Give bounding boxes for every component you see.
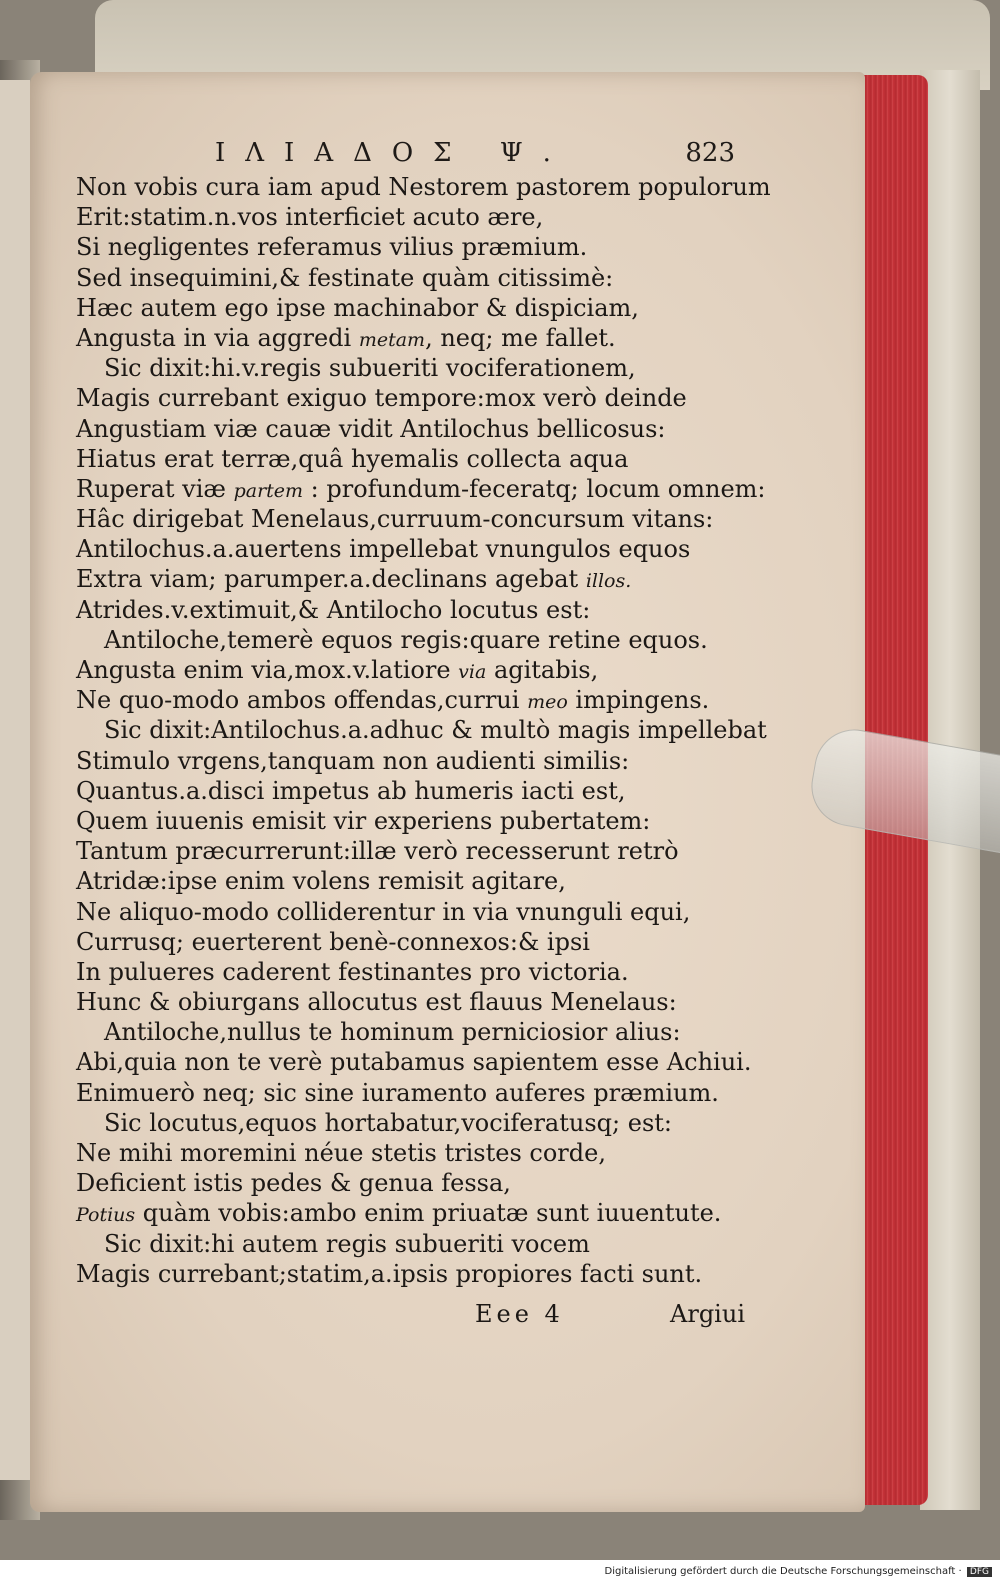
verse-line bbox=[76, 172, 776, 202]
verse-line bbox=[76, 504, 776, 534]
verse-line-text: Stimulo vrgens,tanquam non audienti similis: bbox=[76, 746, 630, 775]
verse-line-text: : profundum-feceratq; locum omnem: bbox=[303, 474, 766, 503]
verse-line-text: Currusq; euerterent benè-connexos:& ipsi bbox=[76, 927, 590, 956]
verse-line-text: Extra viam; parumper.a.declinans agebat bbox=[76, 565, 586, 594]
page-footer bbox=[475, 1300, 745, 1340]
verse-line bbox=[76, 625, 776, 655]
verse-line bbox=[76, 866, 776, 896]
verse-line-text: Erit:statim.n.vos interficiet acuto ære, bbox=[76, 203, 544, 232]
verse-line bbox=[76, 1168, 776, 1198]
verse-line bbox=[76, 1198, 776, 1228]
verse-line bbox=[76, 715, 776, 745]
verse-line-text: Magis currebant exiguo tempore:mox verò deinde bbox=[76, 384, 687, 413]
verse-line bbox=[76, 776, 776, 806]
dfg-logo-icon: DFG bbox=[967, 1567, 992, 1577]
verse-line bbox=[76, 1138, 776, 1168]
verse-line bbox=[76, 595, 776, 625]
verse-line bbox=[76, 1017, 776, 1047]
verse-line bbox=[76, 323, 776, 353]
digitization-credit bbox=[605, 1566, 992, 1577]
verse-line bbox=[76, 353, 776, 383]
signature-mark: Eee 4 bbox=[475, 1300, 564, 1328]
verse-line-text: In pulueres caderent festinantes pro victoria. bbox=[76, 957, 629, 986]
verse-line bbox=[76, 474, 776, 504]
verse-line-text: Angusta in via aggredi bbox=[76, 323, 359, 352]
verse-line-text: Non vobis cura iam apud Nestorem pastorem populorum bbox=[76, 173, 771, 201]
verse-line-text: Sed insequimini,& festinate quàm citissimè: bbox=[76, 263, 614, 292]
verse-line-text: quàm vobis:ambo enim priuatæ sunt iuuentute. bbox=[135, 1199, 722, 1228]
verse-line-text: Quantus.a.disci impetus ab humeris iacti est, bbox=[76, 776, 626, 805]
verse-line-text: impingens. bbox=[567, 686, 710, 715]
italic-gloss: metam bbox=[358, 328, 426, 351]
verse-line-text: Antiloche,nullus te hominum perniciosior alius: bbox=[104, 1018, 681, 1047]
verse-line bbox=[76, 232, 776, 262]
running-title: ΙΛΙΑΔΟΣ Ψ. bbox=[215, 138, 571, 168]
verse-line bbox=[76, 1078, 776, 1108]
verse-line bbox=[76, 655, 776, 685]
verse-line-text: Tantum præcurrerunt:illæ verò recesserunt retrò bbox=[76, 837, 679, 866]
verse-line bbox=[76, 1259, 776, 1289]
verse-line bbox=[76, 1229, 776, 1259]
verse-line bbox=[76, 263, 776, 293]
verse-line-text: Antiloche,temerè equos regis:quare retine equos. bbox=[104, 625, 708, 654]
verse-line bbox=[76, 444, 776, 474]
verse-line-text: Angusta enim via,mox.v.latiore bbox=[76, 656, 459, 684]
verse-line-text: Magis currebant;statim,a.ipsis propiores facti sunt. bbox=[76, 1259, 703, 1288]
verse-line bbox=[76, 957, 776, 987]
italic-gloss: partem bbox=[233, 479, 304, 502]
verse-line-text: Ruperat viæ bbox=[76, 474, 234, 503]
verse-line bbox=[76, 564, 776, 594]
verse-line-text: Ne quo-modo ambos offendas,currui bbox=[76, 686, 528, 715]
credit-text: Digitalisierung gefördert durch die Deutsche Forschungsgemeinschaft · bbox=[604, 1566, 962, 1577]
italic-gloss: via bbox=[458, 661, 487, 683]
italic-gloss: illos. bbox=[585, 570, 632, 593]
verse-line bbox=[76, 836, 776, 866]
verse-line bbox=[76, 1108, 776, 1138]
verse-line-text: Angustiam viæ cauæ vidit Antilochus bellicosus: bbox=[76, 414, 666, 443]
verse-line bbox=[76, 534, 776, 564]
verse-line bbox=[76, 987, 776, 1017]
verse-line bbox=[76, 383, 776, 413]
verse-line bbox=[76, 414, 776, 444]
verse-line-text: Sic dixit:hi.v.regis subueriti vociferationem, bbox=[104, 354, 636, 383]
verse-line-text: Atridæ:ipse enim volens remisit agitare, bbox=[76, 867, 566, 896]
facing-page-edge bbox=[0, 80, 30, 1480]
verse-line bbox=[76, 685, 776, 715]
verse-line bbox=[76, 806, 776, 836]
verse-line-text: Quem iuuenis emisit vir experiens pubertatem: bbox=[76, 806, 651, 835]
verse-line-text: Enimuerò neq; sic sine iuramento auferes præmium. bbox=[76, 1078, 719, 1107]
verse-line-text: Abi,quia non te verè putabamus sapientem esse Achiui. bbox=[76, 1048, 752, 1077]
verse-line-text: Antilochus.a.auertens impellebat vnungulos equos bbox=[76, 535, 691, 564]
verse-line bbox=[76, 927, 776, 957]
verse-text bbox=[76, 172, 776, 1289]
verse-line-text: , neq; me fallet. bbox=[425, 323, 616, 352]
verse-line bbox=[76, 293, 776, 323]
verse-line bbox=[76, 897, 776, 927]
verse-line bbox=[76, 746, 776, 776]
verse-line-text: Sic dixit:hi autem regis subueriti vocem bbox=[104, 1229, 590, 1258]
verse-line-text: Atrides.v.extimuit,& Antilocho locutus est: bbox=[76, 595, 591, 624]
catchword: Argiui bbox=[670, 1300, 745, 1328]
verse-line-text: Ne mihi moremini néue stetis tristes corde, bbox=[76, 1139, 606, 1167]
verse-line-text: Hæc autem ego ipse machinabor & dispiciam, bbox=[76, 293, 639, 322]
verse-line-text: Hiatus erat terræ,quâ hyemalis collecta aqua bbox=[76, 444, 629, 473]
italic-gloss: meo bbox=[527, 691, 568, 714]
folio-number: 823 bbox=[685, 138, 735, 168]
verse-line-text: Sic locutus,equos hortabatur,vociferatusq; est: bbox=[104, 1108, 672, 1137]
verse-line bbox=[76, 202, 776, 232]
verse-line-text: agitabis, bbox=[486, 656, 599, 684]
verse-line bbox=[76, 1047, 776, 1077]
italic-gloss: Potius bbox=[76, 1204, 136, 1227]
verse-line-text: Sic dixit:Antilochus.a.adhuc & multò magis impellebat bbox=[104, 716, 767, 745]
verse-line-text: Ne aliquo-modo colliderentur in via vnunguli equi, bbox=[76, 897, 691, 926]
verse-line-text: Hunc & obiurgans allocutus est flauus Menelaus: bbox=[76, 988, 677, 1017]
verse-line-text: Deficient istis pedes & genua fessa, bbox=[76, 1169, 511, 1198]
verse-line-text: Hâc dirigebat Menelaus,curruum-concursum vitans: bbox=[76, 505, 714, 534]
verse-line-text: Si negligentes referamus vilius præmium. bbox=[76, 233, 588, 262]
